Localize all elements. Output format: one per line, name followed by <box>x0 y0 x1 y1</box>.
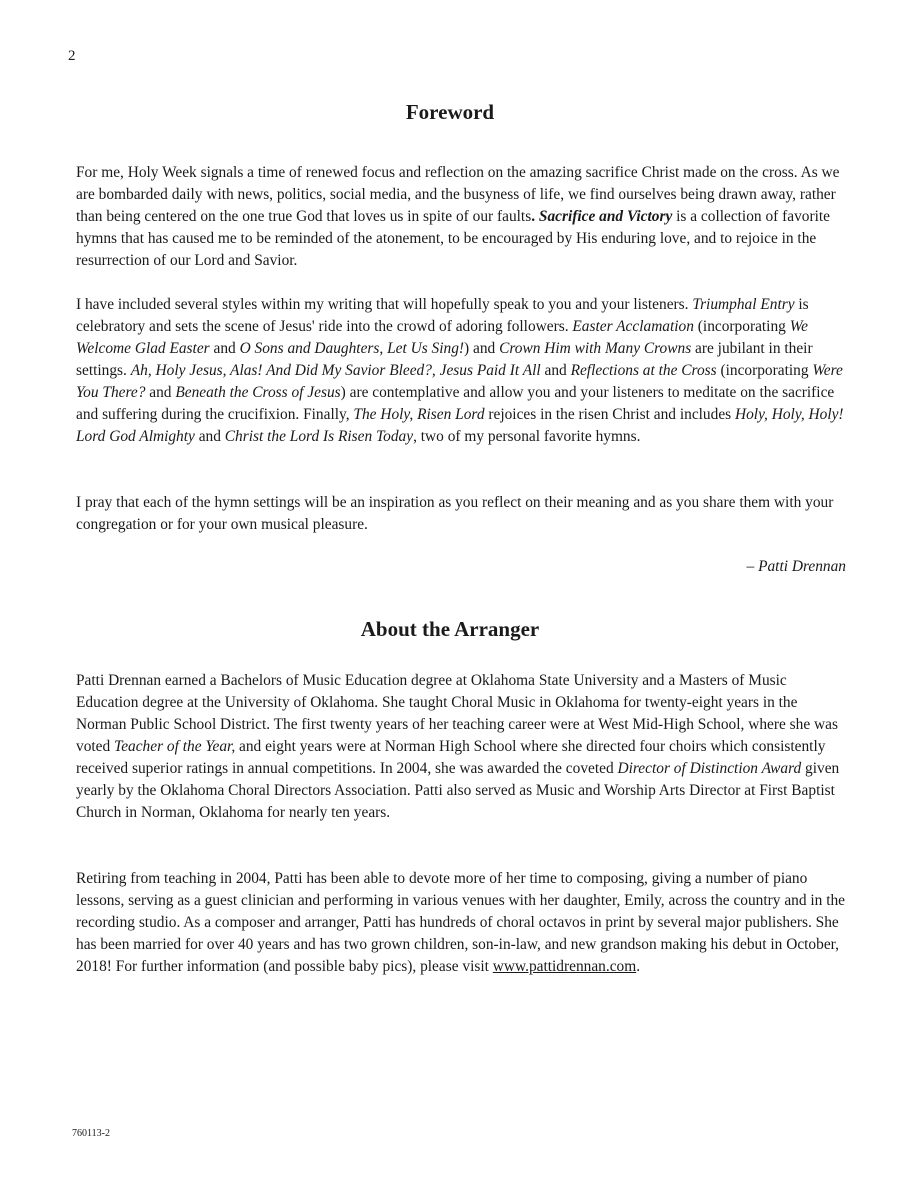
foreword-paragraph-3: I pray that each of the hymn settings will be an inspiration as you reflect on their meaning and as you share them with your congregation or for your own musical pleasure. <box>76 494 834 533</box>
foreword-paragraph-1: For me, Holy Week signals a time of renewed focus and reflection on the amazing sacrifice Christ made on the cross. As we are bombarded daily with news, politics, social media, and the busyness of life, we find ourselves being drawn away, rather than being centered on the one true God that loves us in spite of our faults. Sacrifice and Victory is a collection of favorite hymns that has caused me to be reminded of the atonement, to be encouraged by His enduring love, and to rejoice in the resurrection of our Lord and Savior. <box>76 164 840 269</box>
website-link[interactable]: www.pattidrennan.com <box>492 958 637 975</box>
signature: – Patti Drennan <box>746 558 846 575</box>
about-body-2 <box>76 868 846 978</box>
collection-title: Sacrifice and Victory <box>538 208 673 225</box>
about-title: About the Arranger <box>360 617 540 641</box>
foreword-body-3 <box>76 492 846 536</box>
page-number: 2 <box>68 48 76 64</box>
foreword-title: Foreword <box>405 100 495 124</box>
foreword-paragraph-2: I have included several styles within my writing that will hopefully speak to you and your listeners. Triumphal Entry is celebratory and sets the scene of Jesus' ride into the crowd of adoring followers. Easter Acclamation (incorporating We Welcome Glad Easter and O Sons and Daughters, Let Us Sing!) and Crown Him with Many Crowns are jubilant in their settings. Ah, Holy Jesus, Alas! And Did My Savior Bleed?, Jesus Paid It All and Reflections at the Cross (incorporating Were You There? and Beneath the Cross of Jesus) are contemplative and allow you and your listeners to meditate on the sacrifice and suffering during the crucifixion. Finally, The Holy, Risen Lord rejoices in the risen Christ and includes Holy, Holy, Holy! Lord God Almighty and Christ the Lord Is Risen Today, two of my personal favorite hymns. <box>76 296 844 445</box>
about-paragraph-1: Patti Drennan earned a Bachelors of Music Education degree at Oklahoma State University and a Masters of Music Education degree at the University of Oklahoma. She taught Choral Music in Oklahoma for twenty-eight years in the Norman Public School District. The first twenty years of her teaching career were at West Mid-High School, where she was voted Teacher of the Year, and eight years were at Norman High School where she directed four choirs which consistently received superior ratings in annual competitions. In 2004, she was awarded the coveted Director of Distinction Award given yearly by the Oklahoma Choral Directors Association. Patti also served as Music and Worship Arts Director at First Baptist Church in Norman, Oklahoma for nearly ten years. <box>76 672 840 821</box>
foreword-body-2 <box>76 294 846 448</box>
about-body <box>76 670 846 824</box>
catalog-number: 760113-2 <box>72 1128 110 1139</box>
foreword-body <box>76 162 846 272</box>
about-paragraph-2: Retiring from teaching in 2004, Patti has been able to devote more of her time to composing, giving a number of piano lessons, serving as a guest clinician and performing in various venues with her daughter, Emily, across the country and in the recording studio. As a composer and arranger, Patti has hundreds of choral octavos in print by several major publishers. She has been married for over 40 years and has two grown children, son-in-law, and new grandson making his debut in October, 2018! For further information (and possible baby pics), please visit www.pattidrennan.com. <box>76 870 846 975</box>
